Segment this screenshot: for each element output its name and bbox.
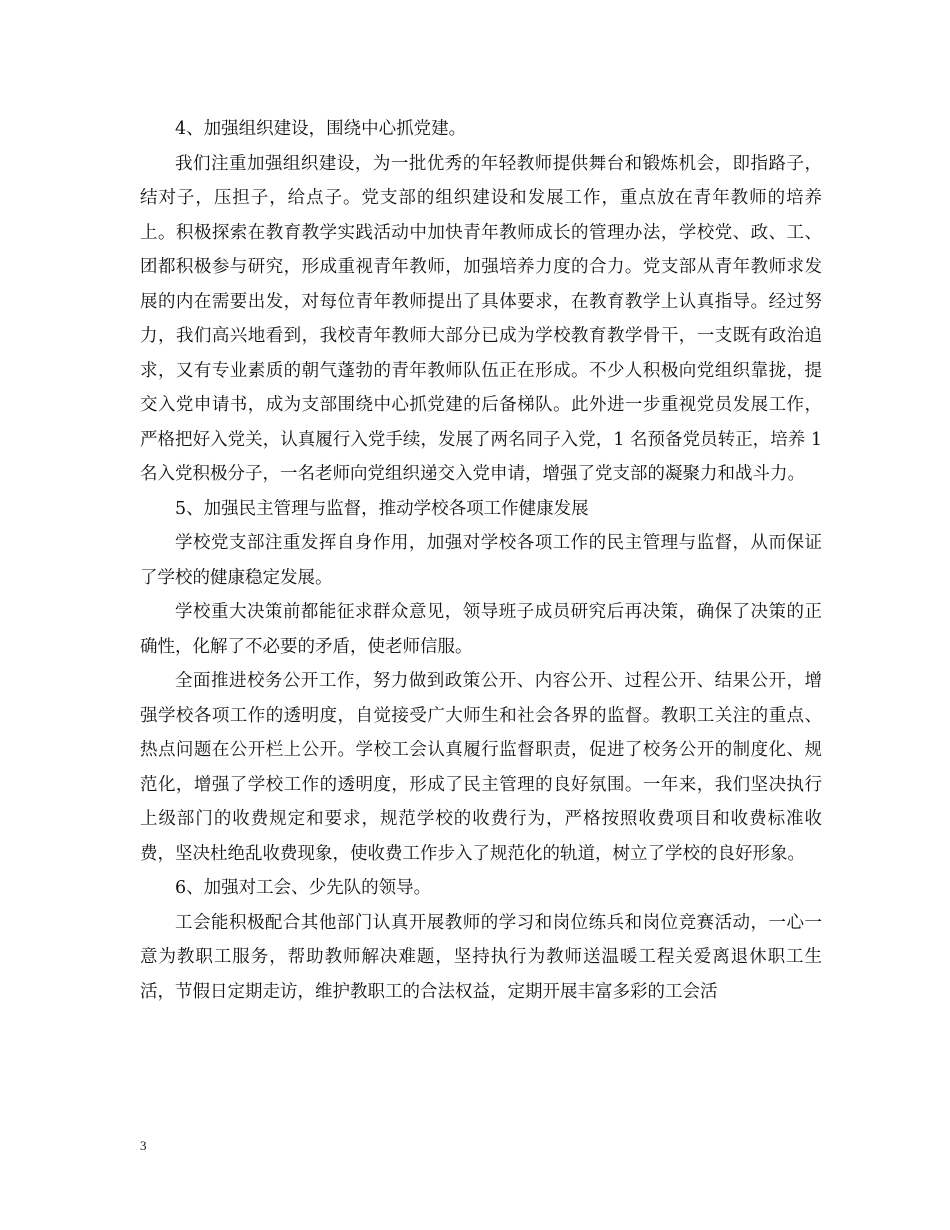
section-heading-4: 4、加强组织建设，围绕中心抓党建。 — [175, 119, 467, 139]
section-heading-5: 5、加强民主管理与监督，推动学校各项工作健康发展 — [175, 498, 589, 519]
section-heading-6: 6、加强对工会、少先队的领导。 — [175, 878, 432, 898]
paragraph: 工会能积极配合其他部门认真开展教师的学习和岗位练兵和岗位竞赛活动，一心一意为教职工服务，帮助教师解决难题，坚持执行为教师送温暖工程关爱离退休职工生活，节假日定期走访，维护教职工的合法权益，定期开展丰富多彩的工会活 — [140, 912, 822, 1002]
paragraph: 学校党支部注重发挥自身作用，加强对学校各项工作的民主管理与监督，从而保证了学校的健康稳定发展。 — [140, 533, 822, 588]
body-text — [140, 112, 822, 1009]
paragraph: 我们注重加强组织建设，为一批优秀的年轻教师提供舞台和锻炼机会，即指路子，结对子，压担子，给点子。党支部的组织建设和发展工作，重点放在青年教师的培养上。积极探索在教育教学实践活动中加快青年教师成长的管理办法，学校党、政、工、团都积极参与研究，形成重视青年教师，加强培养力度的合力。党支部从青年教师求发展的内在需要出发，对每位青年教师提出了具体要求，在教育教学上认真指导。经过努力，我们高兴地看到，我校青年教师大部分已成为学校教育教学骨干，一支既有政治追求，又有专业素质的朝气蓬勃的青年教师队伍正在形成。不少人积极向党组织靠拢，提交入党申请书，成为支部围绕中心抓党建的后备梯队。此外进一步重视党员发展工作，严格把好入党关，认真履行入党手续，发展了两名同子入党，1 名预备党员转正，培养 1 名入党积极分子，一名老师向党组织递交入党申请，增强了党支部的凝聚力和战斗力。 — [140, 153, 822, 484]
paragraph: 全面推进校务公开工作，努力做到政策公开、内容公开、过程公开、结果公开，增强学校各项工作的透明度，自觉接受广大师生和社会各界的监督。教职工关注的重点、热点问题在公开栏上公开。学校工会认真履行监督职责，促进了校务公开的制度化、规范化，增强了学校工作的透明度，形成了民主管理的良好氛围。一年来，我们坚决执行上级部门的收费规定和要求，规范学校的收费行为，严格按照收费项目和收费标准收费，坚决杜绝乱收费现象，使收费工作步入了规范化的轨道，树立了学校的良好形象。 — [140, 671, 822, 864]
page-number: 3 — [140, 1138, 147, 1153]
paragraph: 学校重大决策前都能征求群众意见，领导班子成员研究后再决策，确保了决策的正确性，化解了不必要的矛盾，使老师信服。 — [140, 602, 822, 657]
